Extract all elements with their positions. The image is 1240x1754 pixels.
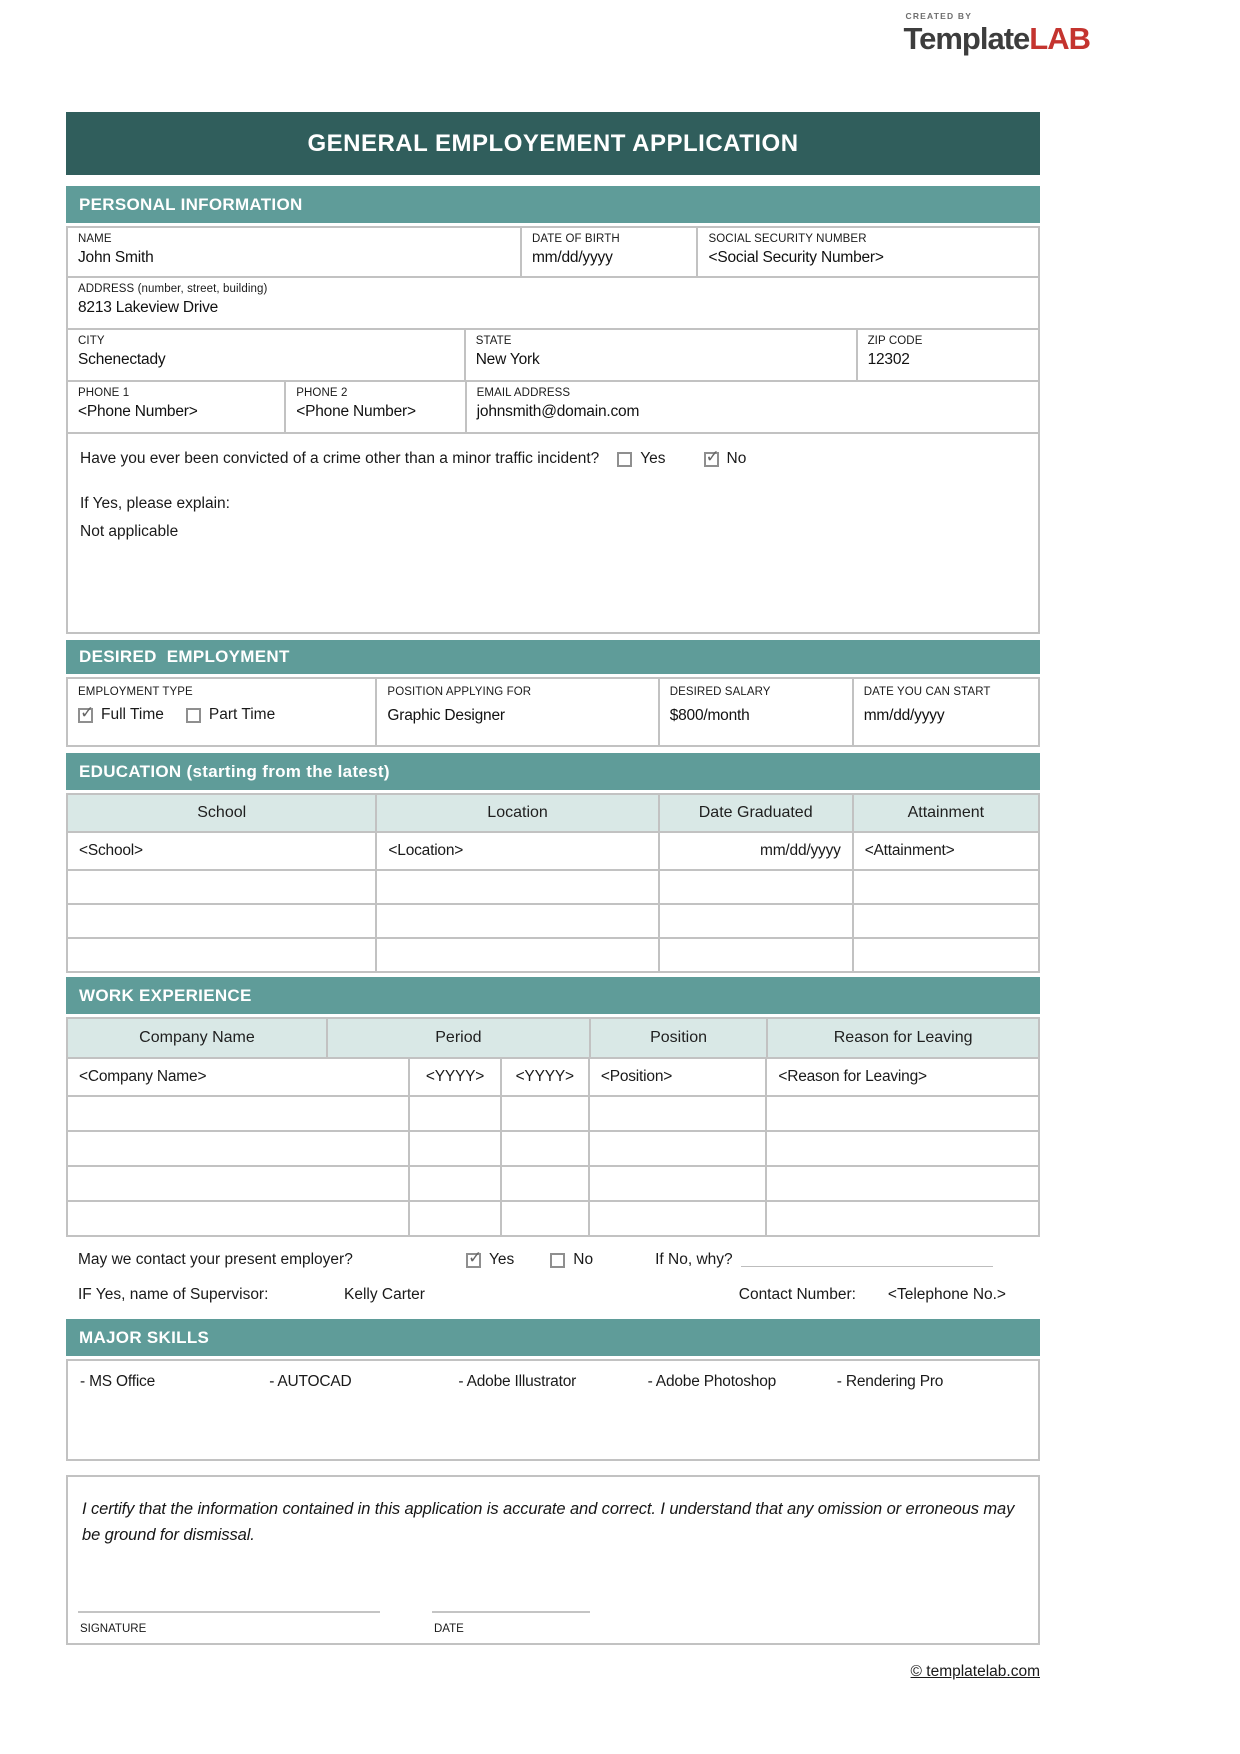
work-empty-cell[interactable] xyxy=(68,1202,410,1235)
education-row xyxy=(66,905,1040,939)
name-value[interactable]: John Smith xyxy=(78,249,154,266)
explain-value[interactable]: Not applicable xyxy=(80,523,179,540)
row-city-state-zip xyxy=(66,330,1040,382)
education-empty-cell[interactable] xyxy=(660,905,854,937)
work-row xyxy=(66,1059,1040,1097)
crime-no-label: No xyxy=(726,450,747,467)
signature-input-line[interactable] xyxy=(78,1611,380,1613)
crime-no-checkbox[interactable] xyxy=(704,452,719,467)
section-desired-employment: DESIRED EMPLOYMENT xyxy=(66,640,1040,674)
crime-yes-label: Yes xyxy=(640,450,666,467)
work-empty-cell[interactable] xyxy=(68,1167,410,1200)
skill-item: - AUTOCAD xyxy=(269,1373,352,1390)
work-empty-cell[interactable] xyxy=(590,1132,768,1165)
work-row xyxy=(66,1202,1040,1237)
if-no-why-label: If No, why? xyxy=(655,1251,733,1268)
logo-brand-lab: LAB xyxy=(1029,20,1090,56)
work-empty-cell[interactable] xyxy=(502,1097,590,1130)
skill-item: - Adobe Photoshop xyxy=(647,1373,777,1390)
education-empty-cell[interactable] xyxy=(660,871,854,903)
email-field[interactable] xyxy=(467,382,1038,432)
contact-employer-line xyxy=(78,1251,1028,1269)
contact-yes-label: Yes xyxy=(489,1251,515,1268)
education-empty-cell[interactable] xyxy=(660,939,854,971)
section-major-skills: MAJOR SKILLS xyxy=(66,1319,1040,1356)
ssn-value[interactable]: <Social Security Number> xyxy=(708,249,884,266)
templatelab-footer-link[interactable]: © templatelab.com xyxy=(910,1663,1040,1680)
city-label: CITY xyxy=(78,335,105,347)
address-value[interactable]: 8213 Lakeview Drive xyxy=(78,299,219,316)
contact-no-checkbox[interactable] xyxy=(550,1253,565,1268)
start-date-label: DATE YOU CAN START xyxy=(863,686,991,698)
work-empty-cell[interactable] xyxy=(767,1132,1037,1165)
work-col-period: Period xyxy=(328,1019,591,1057)
education-row xyxy=(66,939,1040,973)
education-col-date: Date Graduated xyxy=(660,795,854,831)
employment-type-options xyxy=(78,706,365,724)
city-value[interactable]: Schenectady xyxy=(78,351,166,368)
education-col-attainment: Attainment xyxy=(907,804,985,821)
crime-yes-checkbox[interactable] xyxy=(617,452,632,467)
form-content xyxy=(66,0,1040,1681)
work-row xyxy=(66,1167,1040,1202)
phone1-value[interactable]: <Phone Number> xyxy=(78,403,198,420)
dob-label: DATE OF BIRTH xyxy=(531,233,620,245)
email-label: EMAIL ADDRESS xyxy=(476,387,571,399)
state-value[interactable]: New York xyxy=(475,351,540,368)
email-value[interactable]: johnsmith@domain.com xyxy=(476,403,640,420)
signature-label: SIGNATURE xyxy=(80,1623,147,1635)
logo-created-by: CREATED BY xyxy=(905,11,973,21)
start-date-value[interactable]: mm/dd/yyyy xyxy=(863,707,945,724)
name-label: NAME xyxy=(78,233,112,245)
supervisor-line xyxy=(78,1286,1028,1304)
crime-question-box xyxy=(66,434,1040,634)
education-empty-cell[interactable] xyxy=(854,871,1038,903)
work-row xyxy=(66,1097,1040,1132)
contact-employer-block xyxy=(66,1237,1040,1319)
education-empty-cell[interactable] xyxy=(377,871,659,903)
zip-value[interactable]: 12302 xyxy=(867,351,910,368)
work-position-value[interactable]: <Position> xyxy=(590,1059,768,1095)
work-row xyxy=(66,1132,1040,1167)
contact-number-label: Contact Number: xyxy=(738,1286,856,1303)
phone2-value[interactable]: <Phone Number> xyxy=(296,403,416,420)
explain-label: If Yes, please explain: xyxy=(80,495,230,512)
position-label: POSITION APPLYING FOR xyxy=(387,686,532,698)
work-empty-cell[interactable] xyxy=(590,1097,768,1130)
work-empty-cell[interactable] xyxy=(767,1202,1037,1235)
crime-question-line xyxy=(80,450,1026,468)
work-col-company: Company Name xyxy=(68,1019,328,1057)
crime-question-text: Have you ever been convicted of a crime other than a minor traffic incident? xyxy=(80,450,600,467)
skill-item: - MS Office xyxy=(80,1373,156,1390)
row-phones-email xyxy=(66,382,1040,434)
education-empty-cell[interactable] xyxy=(68,871,377,903)
certification-box xyxy=(66,1475,1040,1645)
education-attainment-value[interactable]: <Attainment> xyxy=(864,842,955,859)
phone2-label: PHONE 2 xyxy=(296,387,348,399)
work-empty-cell[interactable] xyxy=(767,1097,1037,1130)
work-empty-cell[interactable] xyxy=(68,1097,410,1130)
address-label: ADDRESS (number, street, building) xyxy=(78,283,268,295)
zip-label: ZIP CODE xyxy=(867,335,923,347)
row-desired-employment xyxy=(66,677,1040,747)
education-location-value[interactable]: <Location> xyxy=(377,833,659,869)
work-col-position: Position xyxy=(591,1019,769,1057)
work-period-from-value[interactable]: <YYYY> xyxy=(410,1059,501,1095)
full-time-checkbox[interactable] xyxy=(78,708,93,723)
work-empty-cell[interactable] xyxy=(502,1202,590,1235)
contact-yes-checkbox[interactable] xyxy=(466,1253,481,1268)
education-row xyxy=(66,871,1040,905)
work-col-reason: Reason for Leaving xyxy=(833,1029,973,1046)
education-empty-cell[interactable] xyxy=(377,939,659,971)
education-date-value[interactable]: mm/dd/yyyy xyxy=(660,833,854,869)
work-empty-cell[interactable] xyxy=(410,1202,501,1235)
work-header-row xyxy=(66,1017,1040,1059)
ssn-field[interactable] xyxy=(698,228,1038,276)
phone2-field[interactable] xyxy=(286,382,466,432)
phone1-label: PHONE 1 xyxy=(78,387,130,399)
supervisor-value[interactable]: Kelly Carter xyxy=(344,1286,425,1303)
work-reason-value[interactable]: <Reason for Leaving> xyxy=(778,1068,927,1085)
page-footer xyxy=(66,1663,1040,1681)
contact-number-value[interactable]: <Telephone No.> xyxy=(887,1286,1006,1303)
skills-list xyxy=(80,1373,1026,1391)
work-period-to-value[interactable]: <YYYY> xyxy=(502,1059,590,1095)
section-education: EDUCATION (starting from the latest) xyxy=(66,753,1040,790)
start-date-field[interactable] xyxy=(854,679,1038,745)
education-col-school: School xyxy=(68,795,377,831)
city-field[interactable] xyxy=(68,330,466,380)
logo-brand-template: Template xyxy=(903,20,1030,56)
row-name-dob-ssn xyxy=(66,226,1040,278)
certification-text: I certify that the information contained in this application is accurate and correct. I understand that any omission or erroneous may be ground for dismissal. xyxy=(82,1500,1015,1544)
address-field[interactable] xyxy=(68,278,1038,328)
work-empty-cell[interactable] xyxy=(767,1167,1037,1200)
contact-question-text: May we contact your present employer? xyxy=(78,1251,353,1268)
section-personal-information: PERSONAL INFORMATION xyxy=(66,186,1040,223)
dob-field[interactable] xyxy=(522,228,699,276)
if-no-why-input-line[interactable] xyxy=(741,1253,993,1267)
full-time-label: Full Time xyxy=(101,706,164,723)
work-empty-cell[interactable] xyxy=(590,1202,768,1235)
work-empty-cell[interactable] xyxy=(502,1167,590,1200)
education-empty-cell[interactable] xyxy=(377,905,659,937)
state-field[interactable] xyxy=(466,330,858,380)
date-label: DATE xyxy=(434,1623,464,1635)
education-empty-cell[interactable] xyxy=(68,939,377,971)
education-header-row xyxy=(66,793,1040,833)
supervisor-label: IF Yes, name of Supervisor: xyxy=(78,1286,269,1303)
education-row xyxy=(66,833,1040,871)
skill-item: - Adobe Illustrator xyxy=(458,1373,577,1390)
skill-item: - Rendering Pro xyxy=(836,1373,944,1390)
position-value[interactable]: Graphic Designer xyxy=(387,707,505,724)
work-empty-cell[interactable] xyxy=(68,1132,410,1165)
phone1-field[interactable] xyxy=(68,382,286,432)
work-empty-cell[interactable] xyxy=(590,1167,768,1200)
work-empty-cell[interactable] xyxy=(502,1132,590,1165)
education-school-value[interactable]: <School> xyxy=(68,833,377,869)
skills-box xyxy=(66,1359,1040,1461)
education-col-location: Location xyxy=(377,795,659,831)
work-empty-cell[interactable] xyxy=(410,1132,501,1165)
section-work-experience: WORK EXPERIENCE xyxy=(66,977,1040,1014)
salary-field[interactable] xyxy=(660,679,854,745)
work-company-value[interactable]: <Company Name> xyxy=(68,1059,410,1095)
work-empty-cell[interactable] xyxy=(410,1167,501,1200)
dob-value[interactable]: mm/dd/yyyy xyxy=(531,249,613,266)
zip-field[interactable] xyxy=(858,330,1038,380)
part-time-checkbox[interactable] xyxy=(186,708,201,723)
salary-label: DESIRED SALARY xyxy=(669,686,771,698)
position-field[interactable] xyxy=(377,679,659,745)
row-address xyxy=(66,278,1040,330)
name-field[interactable] xyxy=(68,228,522,276)
date-input-line[interactable] xyxy=(432,1611,590,1613)
employment-type-field xyxy=(68,679,377,745)
contact-no-label: No xyxy=(573,1251,594,1268)
education-empty-cell[interactable] xyxy=(68,905,377,937)
ssn-label: SOCIAL SECURITY NUMBER xyxy=(708,233,867,245)
education-empty-cell[interactable] xyxy=(854,939,1038,971)
work-empty-cell[interactable] xyxy=(410,1097,501,1130)
state-label: STATE xyxy=(475,335,512,347)
form-title: GENERAL EMPLOYEMENT APPLICATION xyxy=(66,112,1040,175)
education-empty-cell[interactable] xyxy=(854,905,1038,937)
employment-type-label: EMPLOYMENT TYPE xyxy=(78,686,193,698)
salary-value[interactable]: $800/month xyxy=(669,707,750,724)
part-time-label: Part Time xyxy=(208,706,276,723)
